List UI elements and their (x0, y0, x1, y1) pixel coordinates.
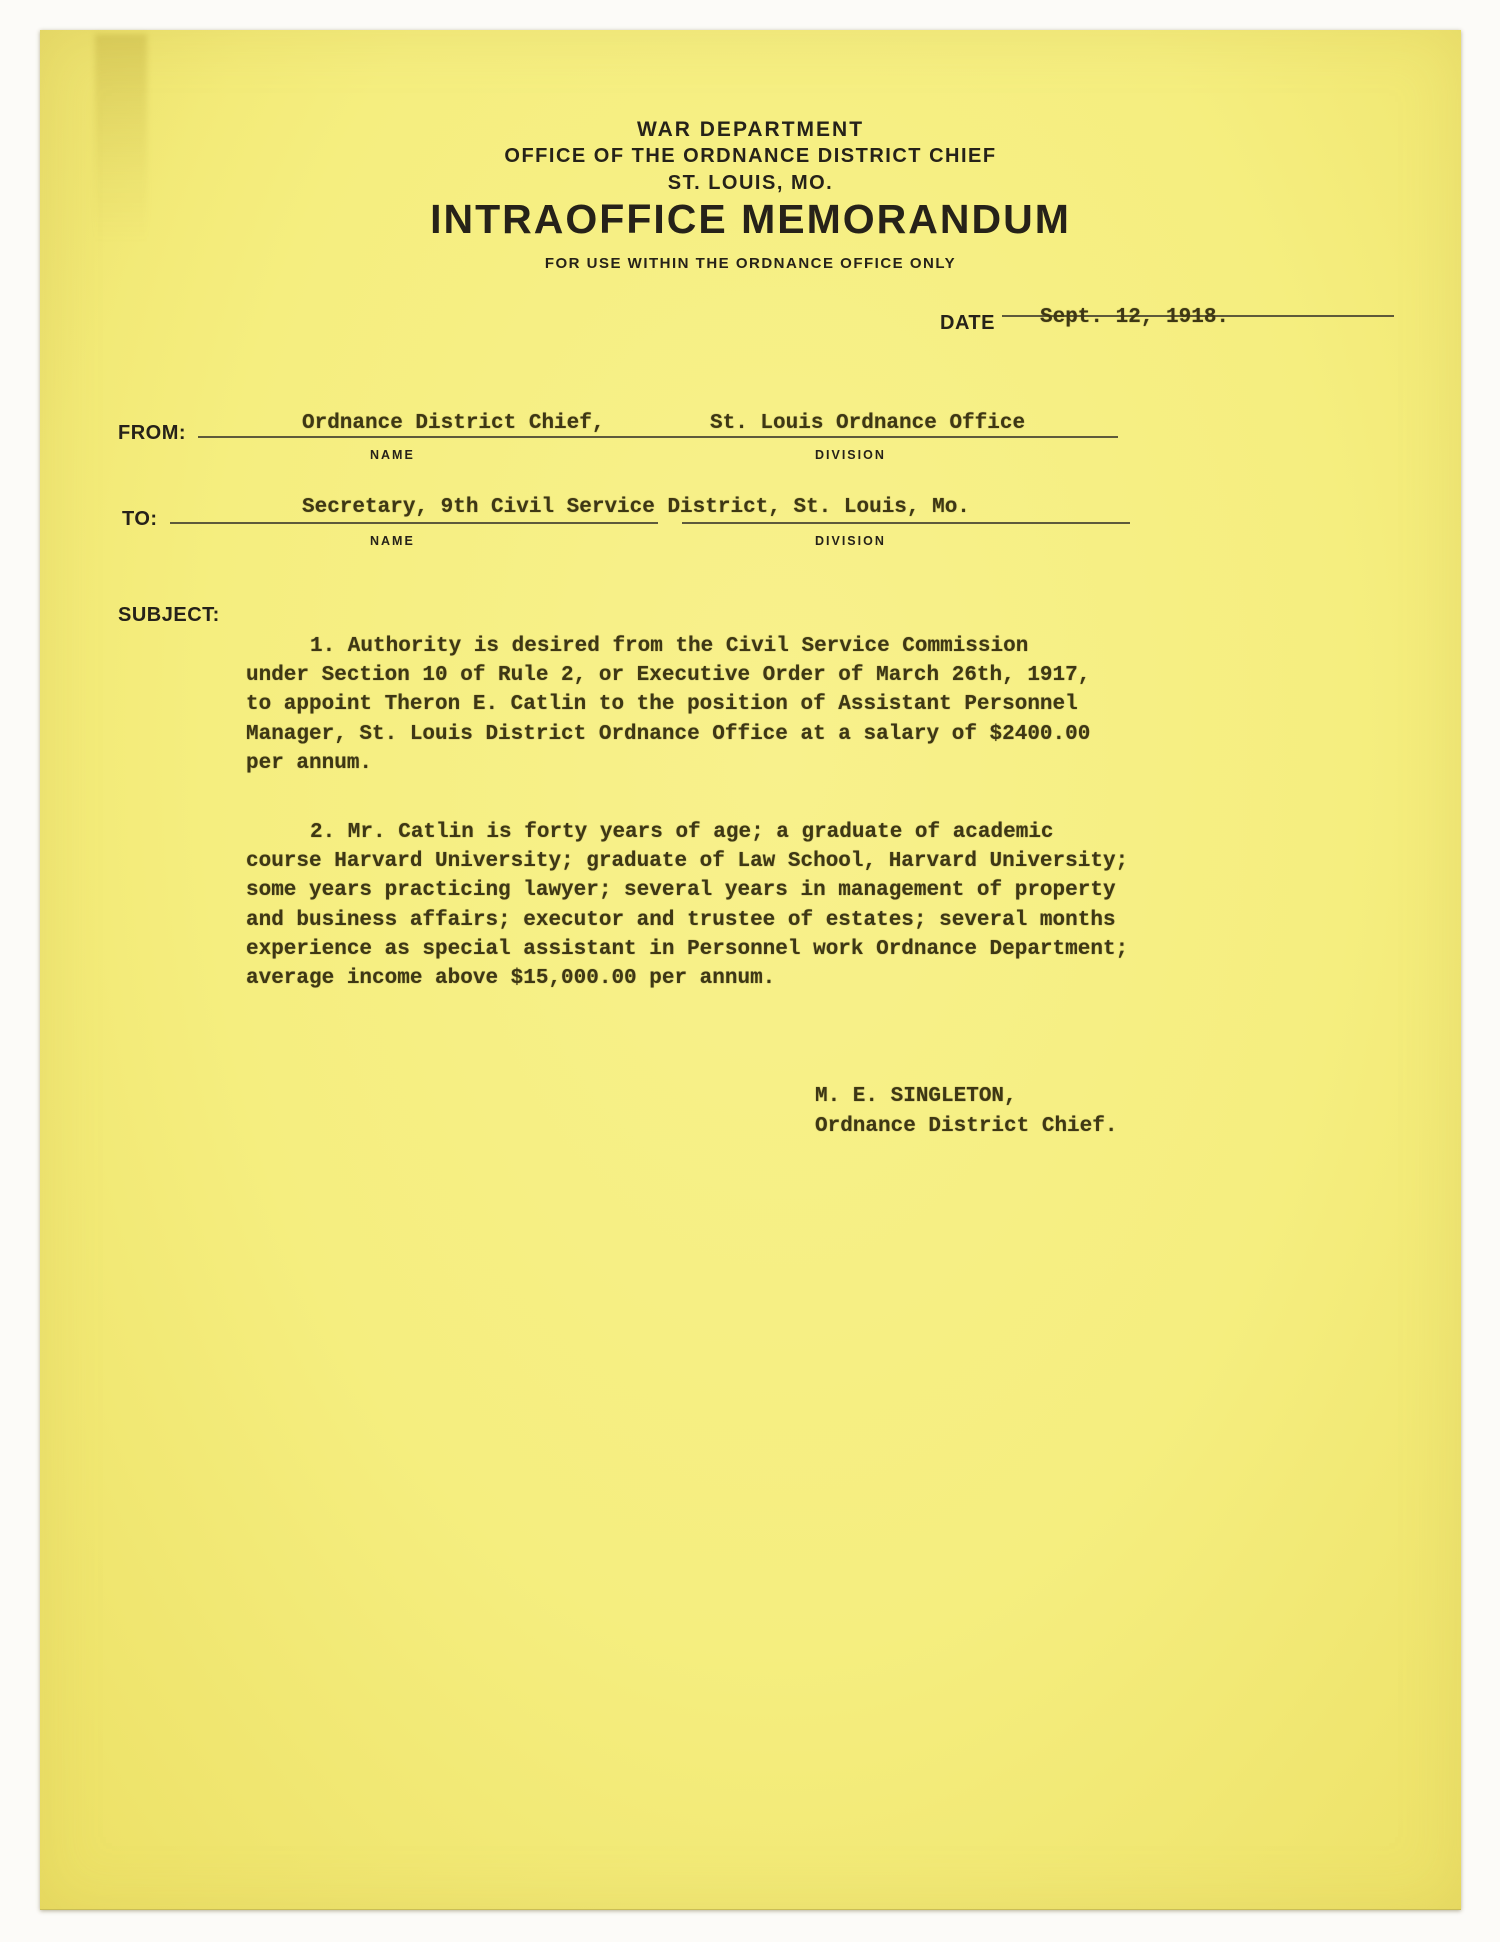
header-office: OFFICE OF THE ORDNANCE DISTRICT CHIEF (504, 145, 997, 167)
memo-subtitle: FOR USE WITHIN THE ORDNANCE OFFICE ONLY (544, 255, 957, 272)
date-label: DATE (940, 312, 995, 334)
date-value: Sept. 12, 1918. (1040, 306, 1230, 329)
body-paragraph-1 (246, 632, 1090, 778)
from-division-value: St. Louis Ordnance Office (710, 412, 1026, 435)
typed-line: course Harvard University; graduate of Law School, Harvard University; (246, 850, 1129, 874)
signature-name: M. E. SINGLETON, (815, 1085, 1017, 1108)
to-underline-name (170, 522, 658, 524)
typed-line: per annum. (246, 751, 373, 775)
to-underline-division (682, 522, 1130, 524)
from-underline (198, 436, 1118, 438)
subject-label: SUBJECT: (118, 604, 220, 626)
typed-line: average income above $15,000.00 per annum. (246, 967, 776, 991)
to-division-caption: DIVISION (815, 534, 886, 548)
typed-line: experience as special assistant in Personnel work Ordnance Department; (246, 937, 1129, 961)
typed-line: 2. Mr. Catlin is forty years of age; a graduate of academic (310, 821, 1054, 844)
typed-line: Manager, St. Louis District Ordnance Office at a salary of $2400.00 (246, 722, 1091, 746)
signature-block (815, 1082, 1117, 1142)
to-value: Secretary, 9th Civil Service District, St. Louis, Mo. (302, 496, 970, 519)
from-division-caption: DIVISION (815, 448, 886, 462)
signature-title: Ordnance District Chief. (815, 1115, 1118, 1138)
to-name-caption: NAME (370, 534, 415, 548)
typed-line: and business affairs; executor and trustee of estates; several months (246, 908, 1116, 932)
to-label: TO: (122, 508, 158, 530)
body-paragraph-2 (246, 818, 1128, 993)
memo-title: INTRAOFFICE MEMORANDUM (430, 196, 1071, 242)
typed-line: under Section 10 of Rule 2, or Executive Order of March 26th, 1917, (246, 664, 1091, 688)
typed-line: 1. Authority is desired from the Civil Service Commission (310, 635, 1029, 658)
typed-line: to appoint Theron E. Catlin to the position of Assistant Personnel (246, 693, 1078, 717)
from-label: FROM: (118, 422, 187, 444)
from-name-caption: NAME (370, 448, 415, 462)
from-name-value: Ordnance District Chief, (302, 412, 605, 435)
header-department: WAR DEPARTMENT (636, 118, 865, 141)
header-city: ST. LOUIS, MO. (667, 172, 834, 194)
memo-paper (40, 30, 1461, 1910)
typed-line: some years practicing lawyer; several years in management of property (246, 879, 1116, 903)
